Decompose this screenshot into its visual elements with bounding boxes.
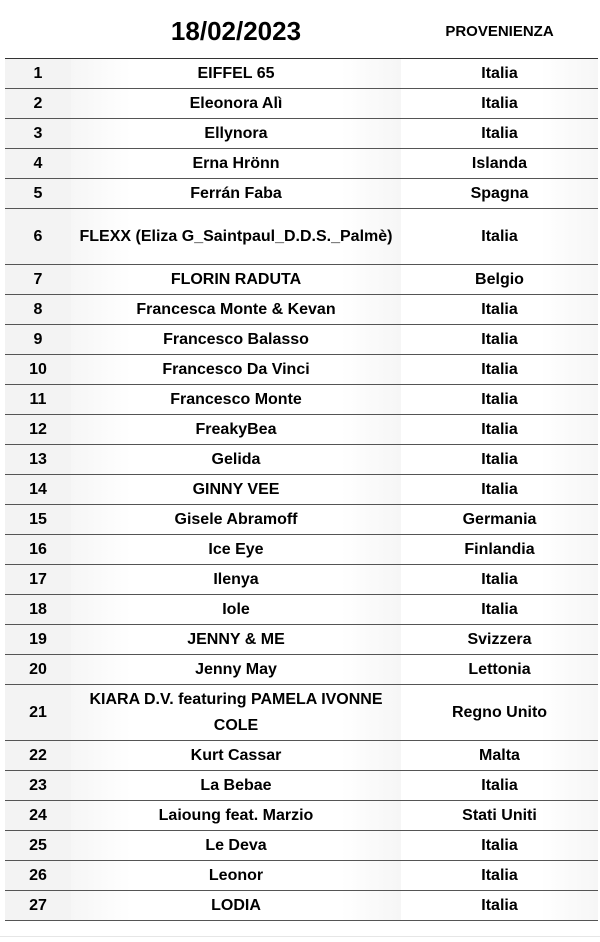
artist-name: Ferrán Faba <box>71 179 401 209</box>
table-row <box>5 831 598 861</box>
artist-name: Francesco Balasso <box>71 325 401 355</box>
artist-name: LODIA <box>71 891 401 921</box>
artist-name: Iole <box>71 595 401 625</box>
table-row <box>5 655 598 685</box>
origin-country: Italia <box>401 565 598 595</box>
origin-country: Islanda <box>401 149 598 179</box>
origin-country: Italia <box>401 771 598 801</box>
table-row <box>5 741 598 771</box>
row-number: 26 <box>5 861 71 891</box>
origin-country: Italia <box>401 325 598 355</box>
table-row <box>5 565 598 595</box>
bottom-divider <box>0 936 600 937</box>
origin-country: Italia <box>401 831 598 861</box>
table-row <box>5 445 598 475</box>
table-row <box>5 685 598 741</box>
table-row <box>5 385 598 415</box>
origin-country: Italia <box>401 89 598 119</box>
row-number: 3 <box>5 119 71 149</box>
artist-name: KIARA D.V. featuring PAMELA IVONNE COLE <box>71 685 401 741</box>
table-row <box>5 89 598 119</box>
origin-country: Italia <box>401 355 598 385</box>
table-row <box>5 119 598 149</box>
artist-name: Gisele Abramoff <box>71 505 401 535</box>
row-number: 15 <box>5 505 71 535</box>
origin-country: Svizzera <box>401 625 598 655</box>
origin-country: Italia <box>401 59 598 89</box>
header-number-cell <box>5 5 71 59</box>
artist-name: Ilenya <box>71 565 401 595</box>
artist-name: Laioung feat. Marzio <box>71 801 401 831</box>
row-number: 5 <box>5 179 71 209</box>
artist-name: Erna Hrönn <box>71 149 401 179</box>
origin-country: Italia <box>401 119 598 149</box>
table-row <box>5 179 598 209</box>
artist-name: Ice Eye <box>71 535 401 565</box>
row-number: 23 <box>5 771 71 801</box>
row-number: 16 <box>5 535 71 565</box>
row-number: 7 <box>5 265 71 295</box>
artist-name: JENNY & ME <box>71 625 401 655</box>
origin-country: Regno Unito <box>401 685 598 741</box>
origin-country: Malta <box>401 741 598 771</box>
table-row <box>5 415 598 445</box>
row-number: 11 <box>5 385 71 415</box>
origin-country: Lettonia <box>401 655 598 685</box>
row-number: 1 <box>5 59 71 89</box>
artist-name: Ellynora <box>71 119 401 149</box>
artist-name: FLORIN RADUTA <box>71 265 401 295</box>
origin-country: Italia <box>401 385 598 415</box>
table-row <box>5 355 598 385</box>
row-number: 12 <box>5 415 71 445</box>
origin-country: Spagna <box>401 179 598 209</box>
artist-name: Kurt Cassar <box>71 741 401 771</box>
origin-country: Italia <box>401 445 598 475</box>
header-row <box>5 5 598 59</box>
table-row <box>5 265 598 295</box>
row-number: 25 <box>5 831 71 861</box>
row-number: 2 <box>5 89 71 119</box>
table-row <box>5 595 598 625</box>
artist-name: La Bebae <box>71 771 401 801</box>
artist-name: Leonor <box>71 861 401 891</box>
origin-country: Italia <box>401 475 598 505</box>
artist-name: Gelida <box>71 445 401 475</box>
table-row <box>5 59 598 89</box>
row-number: 18 <box>5 595 71 625</box>
row-number: 19 <box>5 625 71 655</box>
artist-name: Francesca Monte & Kevan <box>71 295 401 325</box>
table-row <box>5 891 598 921</box>
row-number: 20 <box>5 655 71 685</box>
table-row <box>5 535 598 565</box>
row-number: 4 <box>5 149 71 179</box>
table-row <box>5 625 598 655</box>
table-row <box>5 861 598 891</box>
row-number: 10 <box>5 355 71 385</box>
artist-name: EIFFEL 65 <box>71 59 401 89</box>
row-number: 6 <box>5 209 71 265</box>
row-number: 21 <box>5 685 71 741</box>
artist-table <box>5 5 598 921</box>
artist-name: Francesco Da Vinci <box>71 355 401 385</box>
row-number: 24 <box>5 801 71 831</box>
origin-country: Belgio <box>401 265 598 295</box>
origin-country: Italia <box>401 415 598 445</box>
table-row <box>5 801 598 831</box>
artist-name: Jenny May <box>71 655 401 685</box>
origin-country: Italia <box>401 861 598 891</box>
table-row <box>5 475 598 505</box>
origin-country: Italia <box>401 891 598 921</box>
artist-name: Eleonora Alì <box>71 89 401 119</box>
row-number: 17 <box>5 565 71 595</box>
table-row <box>5 209 598 265</box>
header-origin: PROVENIENZA <box>401 5 598 59</box>
origin-country: Germania <box>401 505 598 535</box>
row-number: 8 <box>5 295 71 325</box>
origin-country: Stati Uniti <box>401 801 598 831</box>
row-number: 14 <box>5 475 71 505</box>
origin-country: Italia <box>401 295 598 325</box>
artist-name: Le Deva <box>71 831 401 861</box>
row-number: 27 <box>5 891 71 921</box>
origin-country: Finlandia <box>401 535 598 565</box>
artist-list-sheet <box>5 5 598 921</box>
table-row <box>5 325 598 355</box>
artist-name: Francesco Monte <box>71 385 401 415</box>
table-row <box>5 295 598 325</box>
artist-name: FLEXX (Eliza G_Saintpaul_D.D.S._Palmè) <box>71 209 401 265</box>
artist-name: FreakyBea <box>71 415 401 445</box>
header-date: 18/02/2023 <box>71 5 401 59</box>
row-number: 13 <box>5 445 71 475</box>
artist-name: GINNY VEE <box>71 475 401 505</box>
table-row <box>5 505 598 535</box>
table-row <box>5 149 598 179</box>
row-number: 22 <box>5 741 71 771</box>
row-number: 9 <box>5 325 71 355</box>
table-row <box>5 771 598 801</box>
origin-country: Italia <box>401 595 598 625</box>
origin-country: Italia <box>401 209 598 265</box>
